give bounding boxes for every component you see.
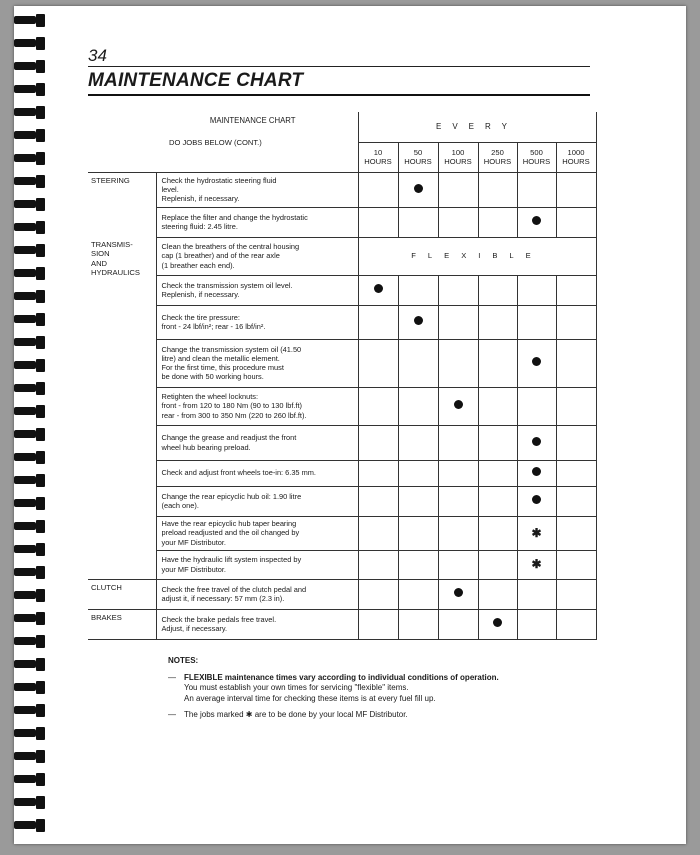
interval-cell xyxy=(438,550,478,579)
interval-dot-icon xyxy=(414,184,423,193)
binding-ring xyxy=(14,819,52,832)
interval-dot-icon xyxy=(532,495,541,504)
job-line: Have the rear epicyclic hub taper bearing xyxy=(161,519,297,529)
binding-ring xyxy=(14,750,52,763)
job-description xyxy=(156,237,358,275)
interval-cell xyxy=(358,207,398,237)
job-line: adjust it, if necessary: 57 mm (2.3 in). xyxy=(161,594,285,603)
interval-header xyxy=(556,142,596,172)
binding-ring xyxy=(14,681,52,694)
interval-cell xyxy=(358,425,398,460)
job-line: litre) and clean the metallic element. xyxy=(161,353,280,363)
job-description xyxy=(156,609,358,639)
interval-cell xyxy=(478,460,517,486)
binding-ring xyxy=(14,405,52,418)
interval-cell xyxy=(556,207,596,237)
binding-ring xyxy=(14,152,52,165)
interval-value: 500 xyxy=(530,147,543,157)
interval-cell xyxy=(517,425,556,460)
interval-value: 50 xyxy=(413,147,423,157)
interval-cell xyxy=(438,207,478,237)
table-header xyxy=(88,112,358,172)
binding-ring xyxy=(14,382,52,395)
interval-cell xyxy=(517,579,556,609)
interval-cell xyxy=(398,516,438,550)
job-line: front - from 120 to 180 Nm (90 to 130 lbf.ft) xyxy=(161,401,302,411)
interval-unit: HOURS xyxy=(364,157,392,166)
interval-header xyxy=(358,142,398,172)
job-line: (1 breather each end). xyxy=(161,260,235,270)
interval-dot-icon xyxy=(532,437,541,446)
job-line: Retighten the wheel locknuts: xyxy=(161,392,259,402)
job-line: Change the rear epicyclic hub oil: 1.90 litre xyxy=(161,491,302,501)
interval-value: 100 xyxy=(451,147,465,157)
table-row xyxy=(88,339,596,387)
binding-ring xyxy=(14,359,52,372)
interval-cell xyxy=(398,207,438,237)
interval-unit: HOURS xyxy=(483,157,512,166)
interval-cell xyxy=(556,172,596,207)
table-row xyxy=(88,486,596,516)
interval-cell xyxy=(478,339,517,387)
interval-cell xyxy=(398,460,438,486)
binding-ring xyxy=(14,428,52,441)
interval-cell xyxy=(358,275,398,305)
job-line: steering fluid: 2.45 litre. xyxy=(161,222,238,231)
interval-cell xyxy=(517,460,556,486)
interval-cell xyxy=(398,339,438,387)
interval-cell xyxy=(438,486,478,516)
job-line: your MF Distributor. xyxy=(161,564,226,574)
page-title: MAINTENANCE CHART xyxy=(88,70,304,91)
table-row xyxy=(88,305,596,339)
table-row xyxy=(88,579,596,609)
job-description xyxy=(156,275,358,305)
table-row xyxy=(88,460,596,486)
interval-cell xyxy=(358,339,398,387)
interval-cell xyxy=(398,387,438,425)
group-label-line: CLUTCH xyxy=(91,582,122,592)
group-label-line: BRAKES xyxy=(91,612,122,622)
interval-cell xyxy=(517,550,556,579)
interval-cell xyxy=(358,460,398,486)
binding-ring xyxy=(14,520,52,533)
interval-cell xyxy=(478,275,517,305)
table-row xyxy=(88,550,596,579)
interval-cell xyxy=(517,387,556,425)
title-rule xyxy=(88,94,590,96)
binding-ring xyxy=(14,635,52,648)
interval-header xyxy=(478,142,517,172)
job-line: Have the hydraulic lift system inspected by xyxy=(161,555,302,565)
interval-header xyxy=(517,142,556,172)
maintenance-table xyxy=(88,112,597,640)
job-description xyxy=(156,207,358,237)
job-description xyxy=(156,579,358,609)
binding-ring xyxy=(14,612,52,625)
interval-cell xyxy=(478,207,517,237)
job-line: Check the brake pedals free travel. xyxy=(161,614,277,624)
interval-cell xyxy=(478,579,517,609)
interval-cell xyxy=(556,486,596,516)
interval-cell xyxy=(517,516,556,550)
job-line: Replace the filter and change the hydrostatic xyxy=(161,212,308,222)
job-line: wheel hub bearing preload. xyxy=(161,442,251,452)
binding-ring xyxy=(14,129,52,142)
interval-cell xyxy=(438,275,478,305)
interval-cell xyxy=(358,387,398,425)
interval-cell xyxy=(478,516,517,550)
interval-unit: HOURS xyxy=(562,157,590,166)
interval-cell xyxy=(478,305,517,339)
job-line: Check the free travel of the clutch pedal and xyxy=(161,584,307,594)
group-steering xyxy=(88,172,156,237)
note-dash: — xyxy=(168,710,176,720)
interval-cell xyxy=(438,460,478,486)
binding-ring xyxy=(14,451,52,464)
interval-cell xyxy=(358,172,398,207)
interval-cell xyxy=(438,172,478,207)
group-label-line: TRANSMIS- xyxy=(91,240,133,249)
interval-cell xyxy=(517,339,556,387)
binding-ring xyxy=(14,221,52,234)
interval-unit: HOURS xyxy=(444,157,472,166)
every-label: EVERY xyxy=(358,112,596,142)
binding-ring xyxy=(14,796,52,809)
notes-section xyxy=(168,656,499,727)
header-rule xyxy=(88,66,590,67)
interval-cell xyxy=(478,172,517,207)
binding-ring xyxy=(14,773,52,786)
interval-cell xyxy=(358,305,398,339)
binding-ring xyxy=(14,37,52,50)
interval-dot-icon xyxy=(532,357,541,366)
binding-ring xyxy=(14,336,52,349)
binding-ring xyxy=(14,658,52,671)
job-line: Replenish, if necessary. xyxy=(161,290,240,299)
interval-cell xyxy=(517,305,556,339)
interval-cell xyxy=(478,387,517,425)
interval-dot-icon xyxy=(532,216,541,225)
job-description xyxy=(156,486,358,516)
table-row xyxy=(88,275,596,305)
group-label-line: SION xyxy=(91,249,110,259)
job-line: front - 24 lbf/in²; rear - 16 lbf/in². xyxy=(161,322,266,331)
page-number: 34 xyxy=(88,46,107,65)
job-description xyxy=(156,172,358,207)
table-row xyxy=(88,609,596,639)
interval-cell xyxy=(398,425,438,460)
table-row xyxy=(88,237,596,275)
interval-cell xyxy=(556,305,596,339)
interval-cell xyxy=(398,486,438,516)
interval-cell xyxy=(438,387,478,425)
interval-cell xyxy=(398,579,438,609)
binding-ring xyxy=(14,704,52,717)
interval-cell xyxy=(438,609,478,639)
binding-ring xyxy=(14,175,52,188)
binding-ring xyxy=(14,106,52,119)
job-line: level. xyxy=(161,184,179,194)
interval-cell xyxy=(358,609,398,639)
interval-cell xyxy=(556,550,596,579)
interval-cell xyxy=(478,486,517,516)
note-item xyxy=(168,673,499,704)
interval-cell xyxy=(398,275,438,305)
interval-cell xyxy=(398,305,438,339)
job-line: Check and adjust front wheels toe-in: 6.35 mm. xyxy=(161,468,316,478)
interval-cell xyxy=(358,550,398,579)
interval-cell xyxy=(556,579,596,609)
binding-ring xyxy=(14,313,52,326)
interval-cell xyxy=(517,486,556,516)
binding-ring xyxy=(14,290,52,303)
table-row xyxy=(88,172,596,207)
job-line: Change the transmission system oil (41.50 xyxy=(161,344,302,354)
binding-ring xyxy=(14,543,52,556)
interval-cell xyxy=(358,579,398,609)
binding-ring xyxy=(14,198,52,211)
job-description xyxy=(156,387,358,425)
binding-ring xyxy=(14,83,52,96)
table-row xyxy=(88,207,596,237)
job-line: Clean the breathers of the central housing xyxy=(161,242,300,252)
table-row xyxy=(88,516,596,550)
interval-cell xyxy=(398,550,438,579)
interval-cell xyxy=(398,609,438,639)
asterisk-icon: ✱ xyxy=(531,525,542,540)
binding-ring xyxy=(14,727,52,740)
job-line: Check the hydrostatic steering fluid xyxy=(161,175,277,185)
interval-cell xyxy=(556,425,596,460)
interval-dot-icon xyxy=(493,618,502,627)
job-line: your MF Distributor. xyxy=(161,537,226,547)
interval-dot-icon xyxy=(374,284,383,293)
interval-unit: HOURS xyxy=(522,157,551,166)
job-line: preload readjusted and the oil changed by xyxy=(161,528,300,538)
group-label-line: STEERING xyxy=(91,175,130,185)
note-line: FLEXIBLE maintenance times vary according to individual conditions of operation. xyxy=(184,673,499,682)
note-line: An average interval time for checking these items is at every fuel fill up. xyxy=(184,693,436,703)
interval-dot-icon xyxy=(454,588,463,597)
binding-ring xyxy=(14,589,52,602)
note-item xyxy=(168,710,499,720)
interval-cell xyxy=(438,425,478,460)
interval-dot-icon xyxy=(454,400,463,409)
flexible-label: FLEXIBLE xyxy=(358,237,596,275)
interval-dot-icon xyxy=(414,316,423,325)
interval-value: 10 xyxy=(373,147,383,157)
binding-ring xyxy=(14,244,52,257)
interval-cell xyxy=(398,172,438,207)
group-transmission-hydraulics xyxy=(88,237,156,579)
interval-cell xyxy=(556,609,596,639)
job-description xyxy=(156,460,358,486)
binding-ring xyxy=(14,497,52,510)
interval-cell xyxy=(438,579,478,609)
job-line: rear - from 300 to 350 Nm (220 to 260 lbf.ft). xyxy=(161,410,307,420)
table-row xyxy=(88,425,596,460)
interval-cell xyxy=(517,609,556,639)
job-description xyxy=(156,550,358,579)
interval-cell xyxy=(556,339,596,387)
binding-ring xyxy=(14,474,52,487)
group-label-line: AND xyxy=(91,258,108,268)
interval-cell xyxy=(358,516,398,550)
job-line: Replenish, if necessary. xyxy=(161,194,240,204)
interval-cell xyxy=(517,207,556,237)
job-description xyxy=(156,516,358,550)
interval-cell xyxy=(358,486,398,516)
interval-cell xyxy=(478,425,517,460)
spiral-binding xyxy=(14,6,54,844)
asterisk-icon: ✱ xyxy=(531,557,542,571)
interval-cell xyxy=(556,516,596,550)
note-line: You must establish your own times for servicing "flexible" items. xyxy=(184,683,409,693)
table-subtitle: DO JOBS BELOW (CONT.) xyxy=(169,137,262,147)
binding-ring xyxy=(14,267,52,280)
group-brakes xyxy=(88,609,156,639)
interval-dot-icon xyxy=(532,467,541,476)
interval-cell xyxy=(438,516,478,550)
interval-cell xyxy=(438,305,478,339)
binding-ring xyxy=(14,14,52,27)
interval-cell xyxy=(517,172,556,207)
interval-cell xyxy=(478,609,517,639)
job-description xyxy=(156,339,358,387)
job-line: Check the transmission system oil level. xyxy=(161,280,293,290)
job-line: For the first time, this procedure must xyxy=(161,363,284,372)
interval-cell xyxy=(556,275,596,305)
group-clutch xyxy=(88,579,156,609)
note-line: The jobs marked ✱ are to be done by your local MF Distributor. xyxy=(184,710,408,720)
note-dash: — xyxy=(168,673,176,682)
interval-value: 250 xyxy=(491,147,504,157)
job-line: cap (1 breather) and of the rear axle xyxy=(161,251,280,261)
job-description xyxy=(156,425,358,460)
group-label-line: HYDRAULICS xyxy=(91,268,140,278)
interval-cell xyxy=(517,275,556,305)
interval-header xyxy=(398,142,438,172)
interval-value: 1000 xyxy=(567,147,585,157)
interval-cell xyxy=(438,339,478,387)
interval-cell xyxy=(478,550,517,579)
interval-cell xyxy=(556,387,596,425)
job-line: Adjust, if necessary. xyxy=(161,624,228,633)
interval-unit: HOURS xyxy=(404,157,432,166)
job-line: be done with 50 working hours. xyxy=(161,372,264,382)
table-row xyxy=(88,387,596,425)
notes-heading: NOTES: xyxy=(168,656,199,665)
job-line: Check the tire pressure: xyxy=(161,312,240,322)
job-description xyxy=(156,305,358,339)
interval-cell xyxy=(556,460,596,486)
binding-ring xyxy=(14,566,52,579)
job-line: Change the grease and readjust the front xyxy=(161,433,297,443)
job-line: (each one). xyxy=(161,501,199,510)
binding-ring xyxy=(14,60,52,73)
interval-header xyxy=(438,142,478,172)
table-title: MAINTENANCE CHART xyxy=(209,116,296,125)
